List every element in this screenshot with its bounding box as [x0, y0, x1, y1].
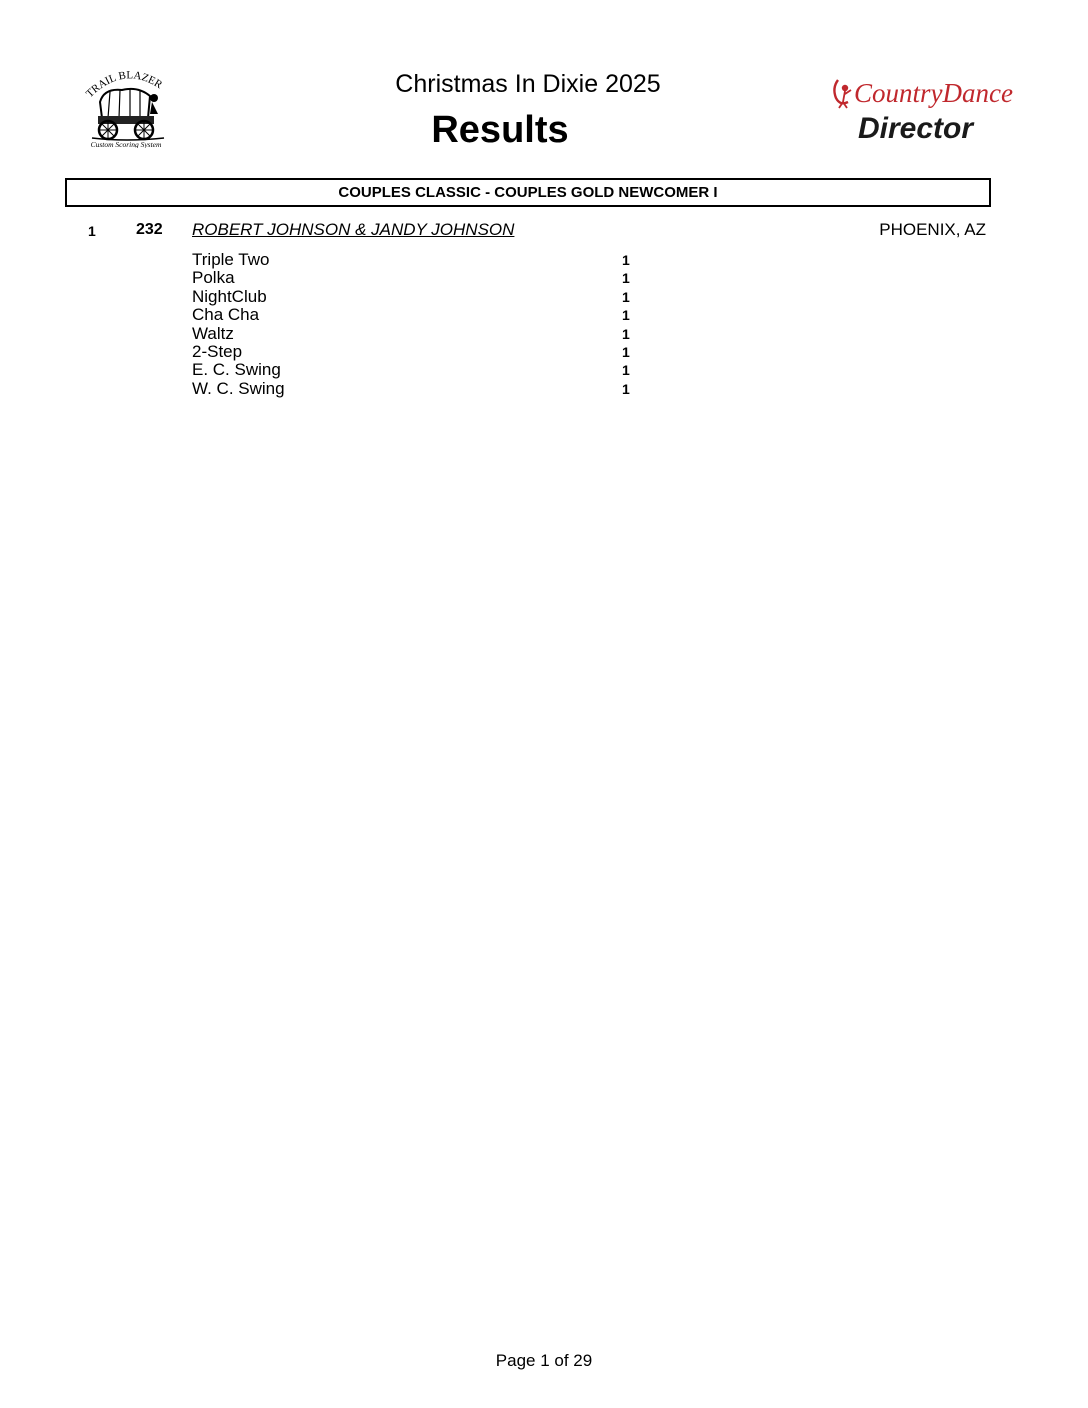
couple-location: PHOENIX, AZ [879, 220, 986, 239]
country-dance-director-logo [828, 72, 1013, 148]
dance-name: Triple Two [192, 250, 270, 269]
list-item [192, 269, 652, 287]
result-place: 1 [88, 223, 96, 239]
list-item [192, 343, 652, 361]
dance-name: E. C. Swing [192, 360, 281, 380]
list-item [192, 325, 652, 343]
dance-name: Polka [192, 268, 235, 288]
page-number: Page 1 of 29 [495, 1351, 593, 1370]
dance-score: 1 [622, 307, 630, 324]
logo-line1-text: CountryDance [854, 78, 1013, 108]
dance-name: Waltz [192, 323, 234, 343]
dance-name: Cha Cha [192, 305, 260, 325]
dance-score: 1 [622, 380, 630, 397]
list-item [192, 288, 652, 306]
logo-line2-text: Director [858, 112, 974, 145]
list-item [192, 361, 652, 379]
logo-bottom-text: Custom Scoring System [90, 140, 162, 148]
dance-name: NightClub [192, 286, 267, 306]
dance-score: 1 [622, 325, 630, 342]
dance-name: W. C. Swing [192, 378, 285, 398]
dance-name: 2-Step [192, 341, 243, 361]
list-item [192, 380, 652, 398]
dance-score: 1 [622, 343, 630, 360]
dance-score: 1 [622, 252, 630, 268]
couple-name: ROBERT JOHNSON & JANDY JOHNSON [192, 220, 515, 239]
list-item [192, 306, 652, 324]
trail-blazer-logo [78, 68, 174, 148]
logo-top-text: TRAIL BLAZER [83, 69, 165, 101]
list-item [192, 251, 652, 269]
covered-wagon-icon [78, 68, 174, 148]
event-title: Christmas In Dixie 2025 [395, 70, 661, 98]
dance-score-list [192, 251, 652, 398]
division-title: COUPLES CLASSIC - COUPLES GOLD NEWCOMER I [65, 178, 991, 207]
dancer-icon [828, 72, 1013, 148]
dance-score: 1 [622, 288, 630, 305]
dance-score: 1 [622, 270, 630, 287]
page-title: Results [431, 109, 569, 151]
dance-score: 1 [622, 362, 630, 379]
competitor-number: 232 [136, 221, 163, 238]
